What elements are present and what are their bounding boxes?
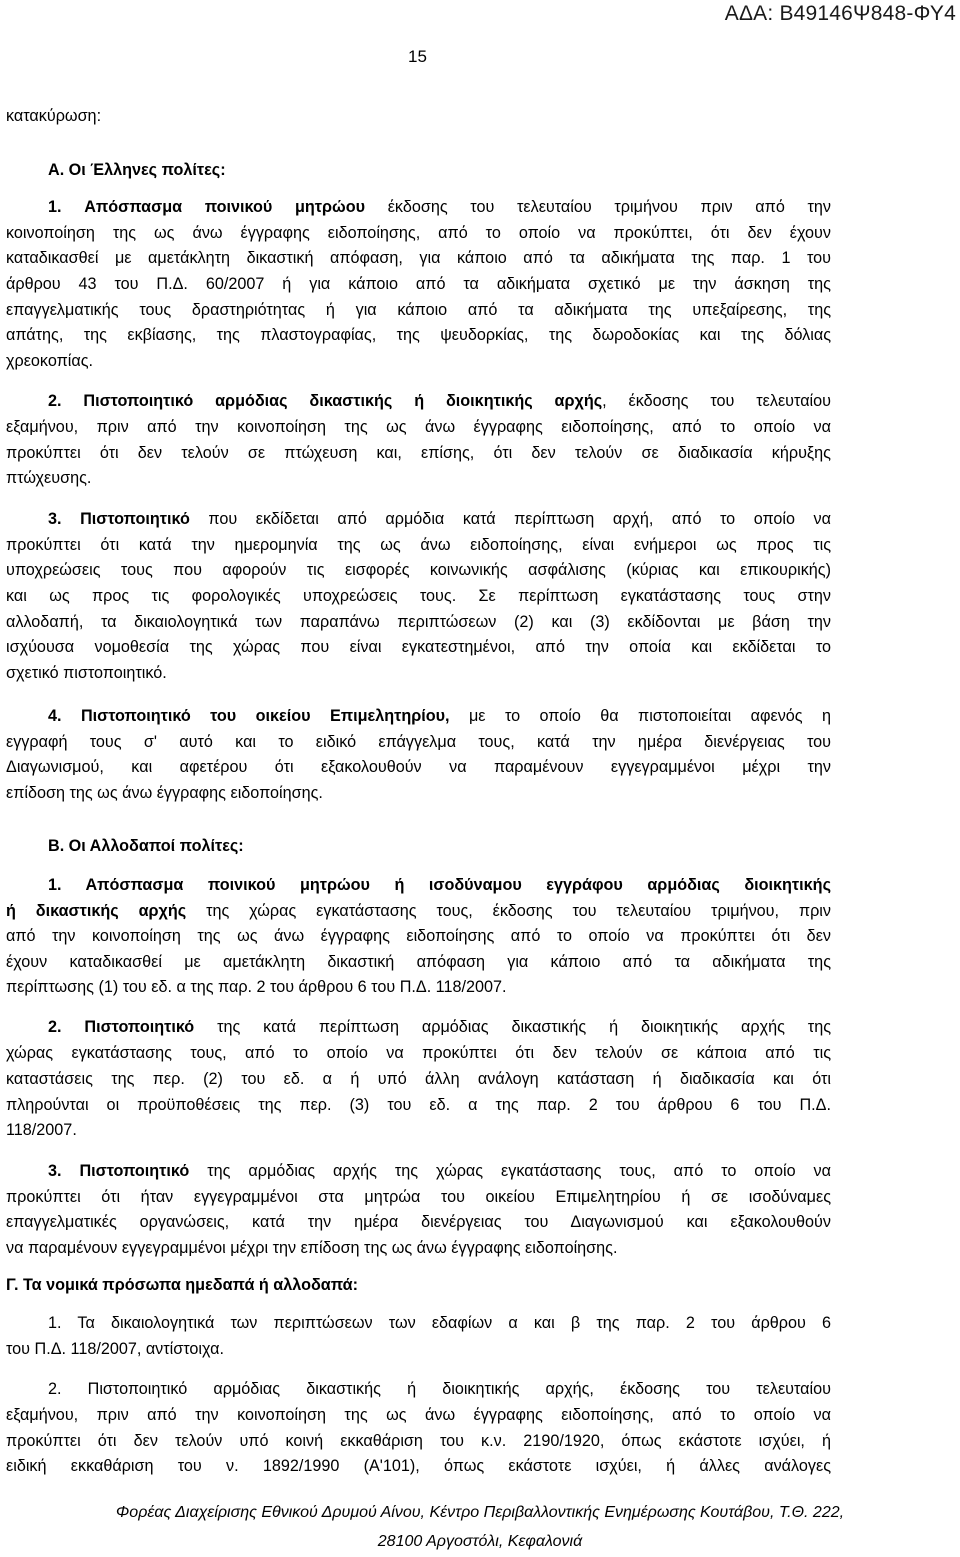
text-line: 1. Τα δικαιολογητικά των περιπτώσεων των εδαφίων α και β της παρ. 2 του άρθρου 6 <box>48 1314 831 1332</box>
item-lead: Απόσπασμα ποινικού μητρώου <box>84 198 366 216</box>
text-line <box>6 899 831 925</box>
text-line: εγγραφή τους σ' αυτό και το ειδικό επάγγελμα τους, κατά την ημέρα διενέργειας του <box>6 733 831 751</box>
item-number: 2. <box>48 1018 62 1036</box>
item-number: 2. <box>48 392 62 410</box>
text-line: του Π.Δ. 118/2007, αντίστοιχα. <box>6 1340 224 1358</box>
text-line: εξαμήνου, πριν από την κοινοποίηση της ως άνω έγγραφης ειδοποίησης, από το οποίο να <box>6 418 831 436</box>
text-line: περίπτωσης (1) του εδ. α της παρ. 2 του άρθρου 6 του Π.Δ. 118/2007. <box>6 978 507 996</box>
text-line: έχουν καταδικασθεί με αμετάκλητη δικαστική απόφαση για κάποιο από τα αδικήματα της <box>6 953 831 971</box>
text-line: χώρας εγκατάστασης τους, από το οποίο να προκύπτει ότι δεν τελούν σε κάποια από τις <box>6 1044 831 1062</box>
section-b-item-3-line <box>48 1159 831 1185</box>
text-line: πληρούνται οι προϋποθέσεις της περ. (3) του εδ. α της παρ. 2 του άρθρου 6 του Π.Δ. <box>6 1096 831 1114</box>
item-number: 1. <box>48 876 62 894</box>
text-line: πτώχευσης. <box>6 469 92 487</box>
item-lead: Πιστοποιητικό <box>79 1162 190 1180</box>
text-line: προκύπτει ότι ήταν εγγεγραμμένοι στα μητρώα του οικείου Επιμελητηρίου ή σε ισοδύναμες <box>6 1188 831 1206</box>
section-b-heading: Β. Οι Αλλοδαποί πολίτες: <box>48 837 244 855</box>
item-text: που εκδίδεται από αρμόδια κατά περίπτωση αρχή, από το οποίο να <box>208 510 832 528</box>
text-line: χρεοκοπίας. <box>6 352 94 370</box>
text-line: 118/2007. <box>6 1121 77 1139</box>
text-line: κοινοποίηση της ως άνω έγγραφης ειδοποίησης, από το οποίο να προκύπτει, ότι δεν έχουν <box>6 224 831 242</box>
text-line: καταδικασθεί με αμετάκλητη δικαστική απόφαση, για κάποιο από τα αδικήματα της παρ. 1 του <box>6 249 831 267</box>
section-b-item-1-line <box>48 873 831 899</box>
section-a-item-4-line <box>48 704 831 730</box>
text-line: υποχρεώσεις τους που αφορούν τις εισφορές κοινωνικής ασφάλισης (κύριας και επικουρικής) <box>6 561 831 579</box>
section-a-heading: Α. Οι Έλληνες πολίτες: <box>48 161 226 179</box>
item-lead: Πιστοποιητικό <box>84 1018 195 1036</box>
text-line: ισχύουσα νομοθεσία της χώρας που είναι εγκατεστημένοι, από την οποία και εκδίδεται το <box>6 638 831 656</box>
text-line: επαγγελματικής τους δραστηριότητας ή για κάποιο από τα αδικήματα της υπεξαίρεσης, της <box>6 301 831 319</box>
text-line: εξαμήνου, πριν από την κοινοποίηση της ως άνω έγγραφης ειδοποίησης, από το οποίο να <box>6 1406 831 1424</box>
item-text: της χώρας εγκατάστασης τους, έκδοσης του τελευταίου τριμήνου, πριν <box>206 902 831 920</box>
item-number: 4. <box>48 707 62 725</box>
page-number: 15 <box>408 47 427 66</box>
intro-text: κατακύρωση: <box>6 107 102 125</box>
section-a-item-2-line <box>48 389 831 415</box>
text-line: επαγγελματικές οργανώσεις, κατά την ημέρα διενέργειας του Διαγωνισμού και εξακολουθούν <box>6 1213 831 1231</box>
item-text: έκδοσης του τελευταίου τριμήνου πριν από την <box>387 198 831 216</box>
item-lead: Πιστοποιητικό του οικείου Επιμελητηρίου, <box>80 707 450 725</box>
text-line: να παραμένουν εγγεγραμμένοι μέχρι την επίδοση της ως άνω έγγραφης ειδοποίησης. <box>6 1239 618 1257</box>
item-number: 3. <box>48 1162 62 1180</box>
text-line: προκύπτει ότι δεν τελούν σε πτώχευση και, επίσης, ότι δεν τελούν σε διαδικασία κήρυξης <box>6 444 831 462</box>
text-line: επίδοση της ως άνω έγγραφης ειδοποίησης. <box>6 784 323 802</box>
item-text: της κατά περίπτωση αρμόδιας δικαστικής ή διοικητικής αρχής της <box>217 1018 831 1036</box>
text-line: προκύπτει ότι δεν τελούν υπό κοινή εκκαθάριση του κ.ν. 2190/1920, όπως εκάστοτε ισχύει, ή <box>6 1432 831 1450</box>
footer-line-2: 28100 Αργοστόλι, Κεφαλονιά <box>377 1533 583 1550</box>
ada-code: ΑΔΑ: Β49146Ψ848-ΦΥ4 <box>724 2 956 25</box>
item-lead: Απόσπασμα ποινικού μητρώου ή ισοδύναμου εγγράφου αρμόδιας διοικητικής <box>85 876 831 894</box>
item-lead: Πιστοποιητικό <box>80 510 190 528</box>
item-number: 1. <box>48 198 62 216</box>
item-number: 3. <box>48 510 62 528</box>
text-line: και ως προς τις φορολογικές υποχρεώσεις τους. Σε περίπτωση εγκατάστασης τους στην <box>6 587 831 605</box>
section-c-heading: Γ. Τα νομικά πρόσωπα ημεδαπά ή αλλοδαπά: <box>6 1276 359 1294</box>
text-line: από την κοινοποίηση της ως άνω έγγραφης ειδοποίησης από το οποίο να προκύπτει ότι δεν <box>6 927 831 945</box>
text-line: καταστάσεις της περ. (2) του εδ. α ή υπό άλλη ανάλογη κατάσταση ή διαδικασία και ότι <box>6 1070 831 1088</box>
item-text: της αρμόδιας αρχής της χώρας εγκατάστασης τους, από το οποίο να <box>207 1162 832 1180</box>
item-text: με το οποίο θα πιστοποιείται αφενός η <box>468 707 832 725</box>
text-line: σχετικό πιστοποιητικό. <box>6 664 167 682</box>
item-lead: ή δικαστικής αρχής <box>6 902 187 920</box>
footer-line-1: Φορέας Διαχείρισης Εθνικού Δρυμού Αίνου, Κέντρο Περιβαλλοντικής Ενημέρωσης Κουτάβου, Τ.Θ. 222, <box>115 1504 845 1521</box>
text-line: αλλοδαπή, τα δικαιολογητικά των παραπάνω περιπτώσεων (2) και (3) εκδίδονται με βάση την <box>6 613 831 631</box>
text-line: απάτης, της εκβίασης, της πλαστογραφίας, της ψευδορκίας, της δωροδοκίας και της δόλιας <box>6 326 831 344</box>
text-line: άρθρου 43 του Π.Δ. 60/2007 ή για κάποιο από τα αδικήματα σχετικό με την άσκηση της <box>6 275 831 293</box>
item-lead: Πιστοποιητικό αρμόδιας δικαστικής ή διοικητικής αρχής <box>83 392 603 410</box>
item-text: , έκδοσης του τελευταίου <box>602 392 832 410</box>
text-line: προκύπτει ότι κατά την ημερομηνία της ως άνω ειδοποίησης, είναι ενήμεροι ως προς τις <box>6 536 831 554</box>
text-line: 2. Πιστοποιητικό αρμόδιας δικαστικής ή διοικητικής αρχής, έκδοσης του τελευταίου <box>48 1380 831 1398</box>
text-line: ειδική εκκαθάριση του ν. 1892/1990 (Α'101), όπως εκάστοτε ισχύει, ή άλλες ανάλογες <box>6 1457 831 1475</box>
section-a-item-3-line <box>48 507 831 533</box>
text-line: Διαγωνισμού, και αφετέρου ότι εξακολουθούν να παραμένουν εγγεγραμμένοι μέχρι την <box>6 758 831 776</box>
section-b-item-2-line <box>48 1015 831 1041</box>
section-a-item-1-line <box>48 195 831 221</box>
